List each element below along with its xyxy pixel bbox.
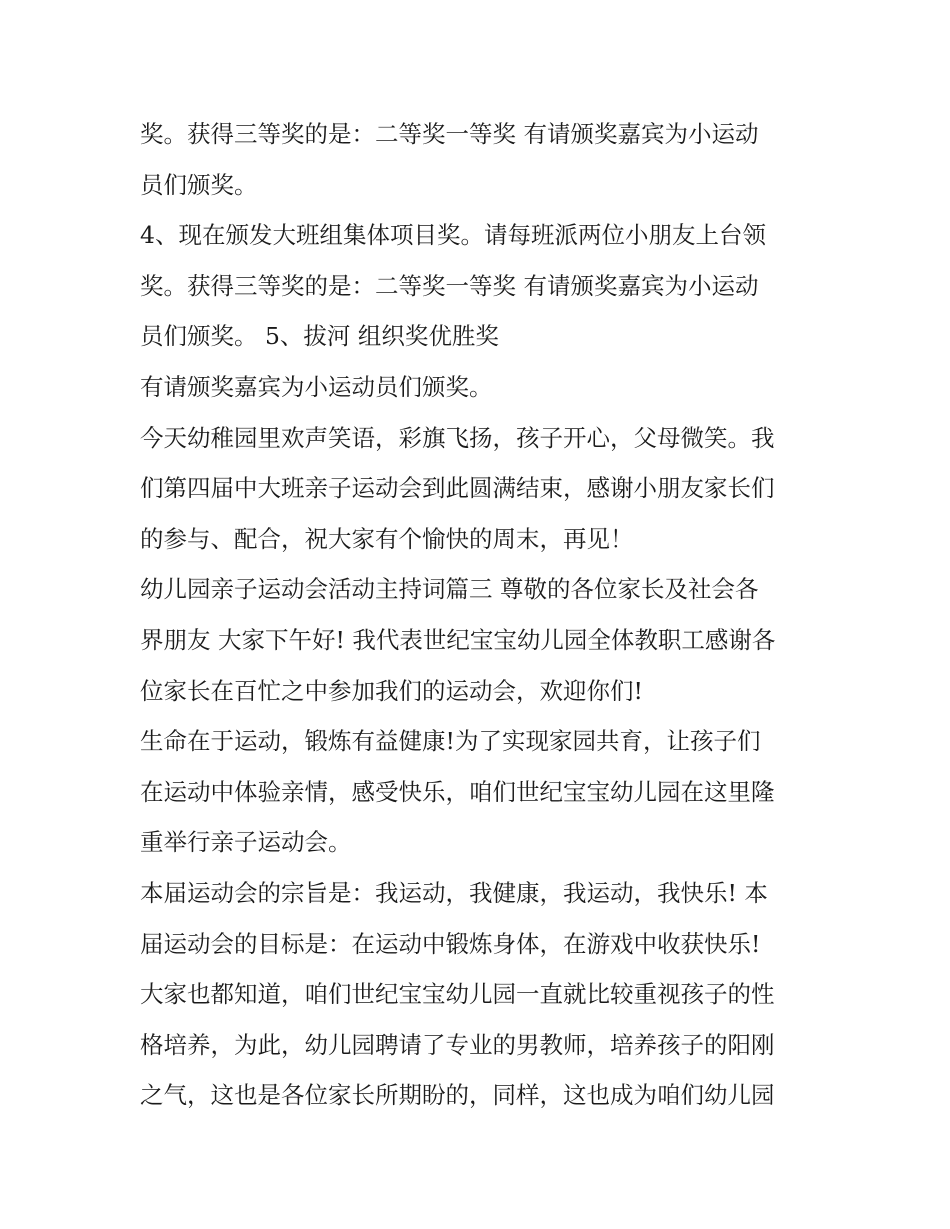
text-line: 们第四届中大班亲子运动会到此圆满结束，感谢小朋友家长们 <box>140 474 775 503</box>
text-line: 员们颁奖。 5、拔河 组织奖优胜奖 <box>140 322 499 351</box>
text-line: 届运动会的目标是：在运动中锻炼身体，在游戏中收获快乐! <box>140 929 761 958</box>
text-line: 的参与、配合，祝大家有个愉快的周末，再见！ <box>140 524 634 553</box>
text-line: 重举行亲子运动会。 <box>140 828 352 857</box>
text-line: 员们颁奖。 <box>140 170 258 199</box>
text-line: 4、现在颁发大班组集体项目奖。请每班派两位小朋友上台领 <box>140 221 766 250</box>
text-line: 格培养，为此，幼儿园聘请了专业的男教师，培养孩子的阳刚 <box>140 1030 775 1059</box>
text-line: 幼儿园亲子运动会活动主持词篇三 尊敬的各位家长及社会各 <box>140 575 759 604</box>
text-line: 生命在于运动，锻炼有益健康!为了实现家园共育，让孩子们 <box>140 727 761 756</box>
text-line: 位家长在百忙之中参加我们的运动会，欢迎你们! <box>140 676 643 705</box>
text-line: 有请颁奖嘉宾为小运动员们颁奖。 <box>140 372 493 401</box>
text-line: 在运动中体验亲情，感受快乐，咱们世纪宝宝幼儿园在这里隆 <box>140 777 775 806</box>
text-line: 奖。获得三等奖的是：二等奖一等奖 有请颁奖嘉宾为小运动 <box>140 271 759 300</box>
text-line: 本届运动会的宗旨是：我运动，我健康，我运动，我快乐! 本 <box>140 878 768 907</box>
text-line: 界朋友 大家下午好! 我代表世纪宝宝幼儿园全体教职工感谢各 <box>140 625 776 654</box>
text-line: 今天幼稚园里欢声笑语，彩旗飞扬，孩子开心，父母微笑。我 <box>140 423 775 452</box>
text-line: 之气，这也是各位家长所期盼的，同样，这也成为咱们幼儿园 <box>140 1081 775 1110</box>
document-body <box>140 109 820 1121</box>
text-line: 奖。获得三等奖的是：二等奖一等奖 有请颁奖嘉宾为小运动 <box>140 120 759 148</box>
text-line: 大家也都知道，咱们世纪宝宝幼儿园一直就比较重视孩子的性 <box>140 980 775 1009</box>
